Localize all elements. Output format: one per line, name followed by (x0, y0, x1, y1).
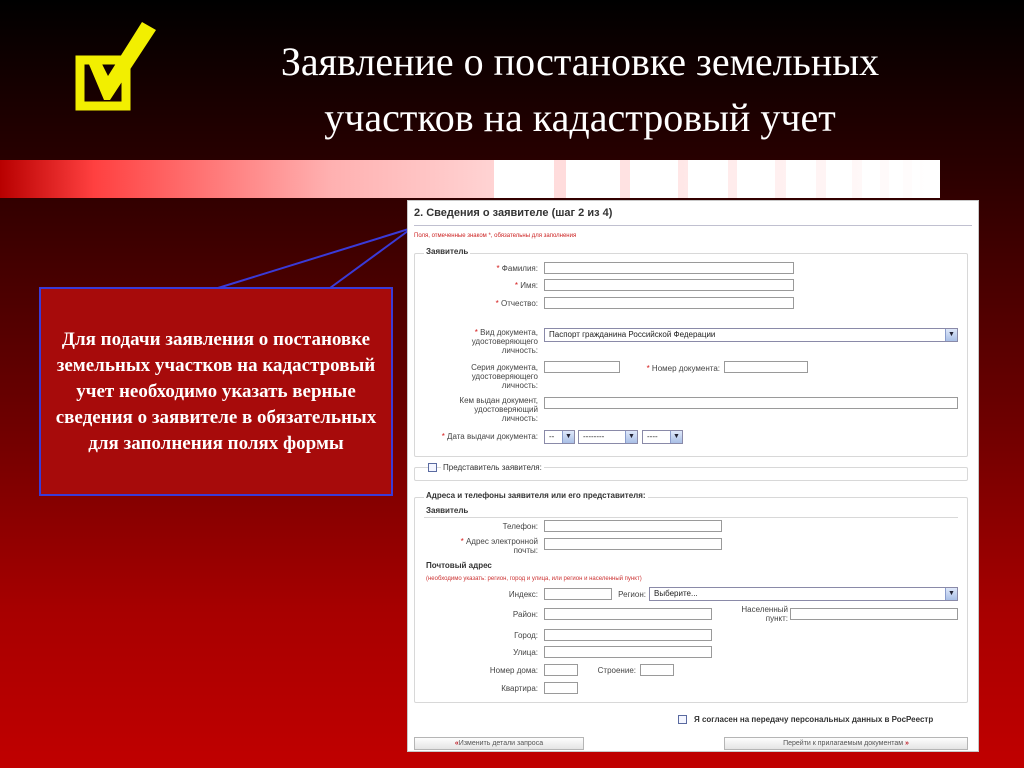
house-input[interactable] (544, 664, 578, 676)
chevron-down-icon: ▼ (625, 431, 637, 443)
locality-label: Населенный пункт: (741, 605, 788, 623)
applicant-legend: Заявитель (426, 247, 469, 256)
name-label: * Имя: (514, 281, 538, 290)
slide-title-line-1: Заявление о постановке земельных (280, 39, 880, 84)
applicant-form (407, 200, 979, 752)
issued-by-label: Кем выдан документ, удостоверяющий личность: (459, 396, 538, 423)
callout-text: Для подачи заявления о постановке земельных участков на кадастровый учет необходимо указать верные сведения о заявителе в обязательных для заполнения полях формы (55, 328, 377, 454)
stripe-block (737, 160, 775, 198)
stripe-block (566, 160, 620, 198)
stripe-block (786, 160, 816, 198)
phone-input[interactable] (544, 520, 722, 532)
region-select[interactable]: Выберите... ▼ (649, 587, 958, 601)
slide-title-line-2: участков на кадастровый учет (324, 95, 836, 140)
callout-box (39, 287, 393, 496)
city-label: Город: (514, 631, 538, 640)
form-title: 2. Сведения о заявителе (шаг 2 из 4) (414, 207, 613, 219)
patronymic-input[interactable] (544, 297, 794, 309)
index-input[interactable] (544, 588, 612, 600)
surname-label: * Фамилия: (496, 264, 538, 273)
chevron-down-icon: ▼ (670, 431, 682, 443)
contacts-legend: Адреса и телефоны заявителя или его представителя: (426, 491, 646, 500)
doc-number-input[interactable] (724, 361, 808, 373)
postal-address-title: Почтовый адрес (426, 561, 492, 570)
stripe-block (826, 160, 852, 198)
postal-address-hint: (необходимо указать: регион, город и улица, или регион и населенный пункт) (426, 576, 642, 582)
doc-type-select[interactable]: Паспорт гражданина Российской Федерации ▼ (544, 328, 958, 342)
street-label: Улица: (513, 648, 538, 657)
city-input[interactable] (544, 629, 712, 641)
stripe-block (630, 160, 678, 198)
issue-month-select[interactable]: -------- ▼ (578, 430, 638, 444)
stripe-block (912, 160, 920, 198)
district-label: Район: (512, 610, 538, 619)
doc-type-label: * Вид документа, удостоверяющего личность: (471, 328, 538, 355)
district-input[interactable] (544, 608, 712, 620)
email-input[interactable] (544, 538, 722, 550)
form-divider (414, 225, 972, 226)
stripe-block (862, 160, 880, 198)
region-label: Регион: (618, 590, 646, 599)
stripe-block (688, 160, 728, 198)
consent-label: Я согласен на передачу персональных данных в РосРеестр (694, 715, 934, 724)
issue-date-label: * Дата выдачи документа: (441, 432, 538, 441)
apartment-input[interactable] (544, 682, 578, 694)
stripe-block (889, 160, 903, 198)
issued-by-input[interactable] (544, 397, 958, 409)
checkmark-icon (74, 22, 160, 114)
phone-label: Телефон: (502, 522, 538, 531)
required-note: Поля, отмеченные знаком *, обязательны для заполнения (414, 233, 577, 239)
building-label: Строение: (597, 666, 636, 675)
house-label: Номер дома: (489, 666, 538, 675)
stripe-block (930, 160, 937, 198)
doc-series-input[interactable] (544, 361, 620, 373)
doc-number-label: * Номер документа: (646, 364, 720, 373)
chevron-down-icon: ▼ (562, 431, 574, 443)
contacts-divider (424, 517, 958, 518)
patronymic-label: * Отчество: (495, 299, 538, 308)
building-input[interactable] (640, 664, 674, 676)
doc-series-label: Серия документа, удостоверяющего личность: (471, 363, 538, 390)
slide-title (200, 34, 960, 146)
name-input[interactable] (544, 279, 794, 291)
double-left-arrow-icon: « (454, 740, 459, 747)
representative-checkbox[interactable] (428, 463, 437, 472)
chevron-down-icon: ▼ (945, 329, 957, 341)
stripe-block (494, 160, 554, 198)
chevron-down-icon: ▼ (945, 588, 957, 600)
back-button[interactable]: «Изменить детали запроса (414, 737, 584, 750)
next-button[interactable]: Перейти к прилагаемым документам » (724, 737, 968, 750)
issue-year-select[interactable]: ---- ▼ (642, 430, 683, 444)
double-right-arrow-icon: » (903, 740, 909, 747)
consent-checkbox[interactable] (678, 715, 687, 724)
locality-input[interactable] (790, 608, 958, 620)
apartment-label: Квартира: (501, 684, 538, 693)
email-label: * Адрес электронной почты: (460, 537, 538, 555)
surname-input[interactable] (544, 262, 794, 274)
index-label: Индекс: (508, 590, 538, 599)
contacts-applicant-legend: Заявитель (426, 506, 469, 515)
issue-day-select[interactable]: -- ▼ (544, 430, 575, 444)
representative-label: Представитель заявителя: (443, 463, 542, 472)
street-input[interactable] (544, 646, 712, 658)
